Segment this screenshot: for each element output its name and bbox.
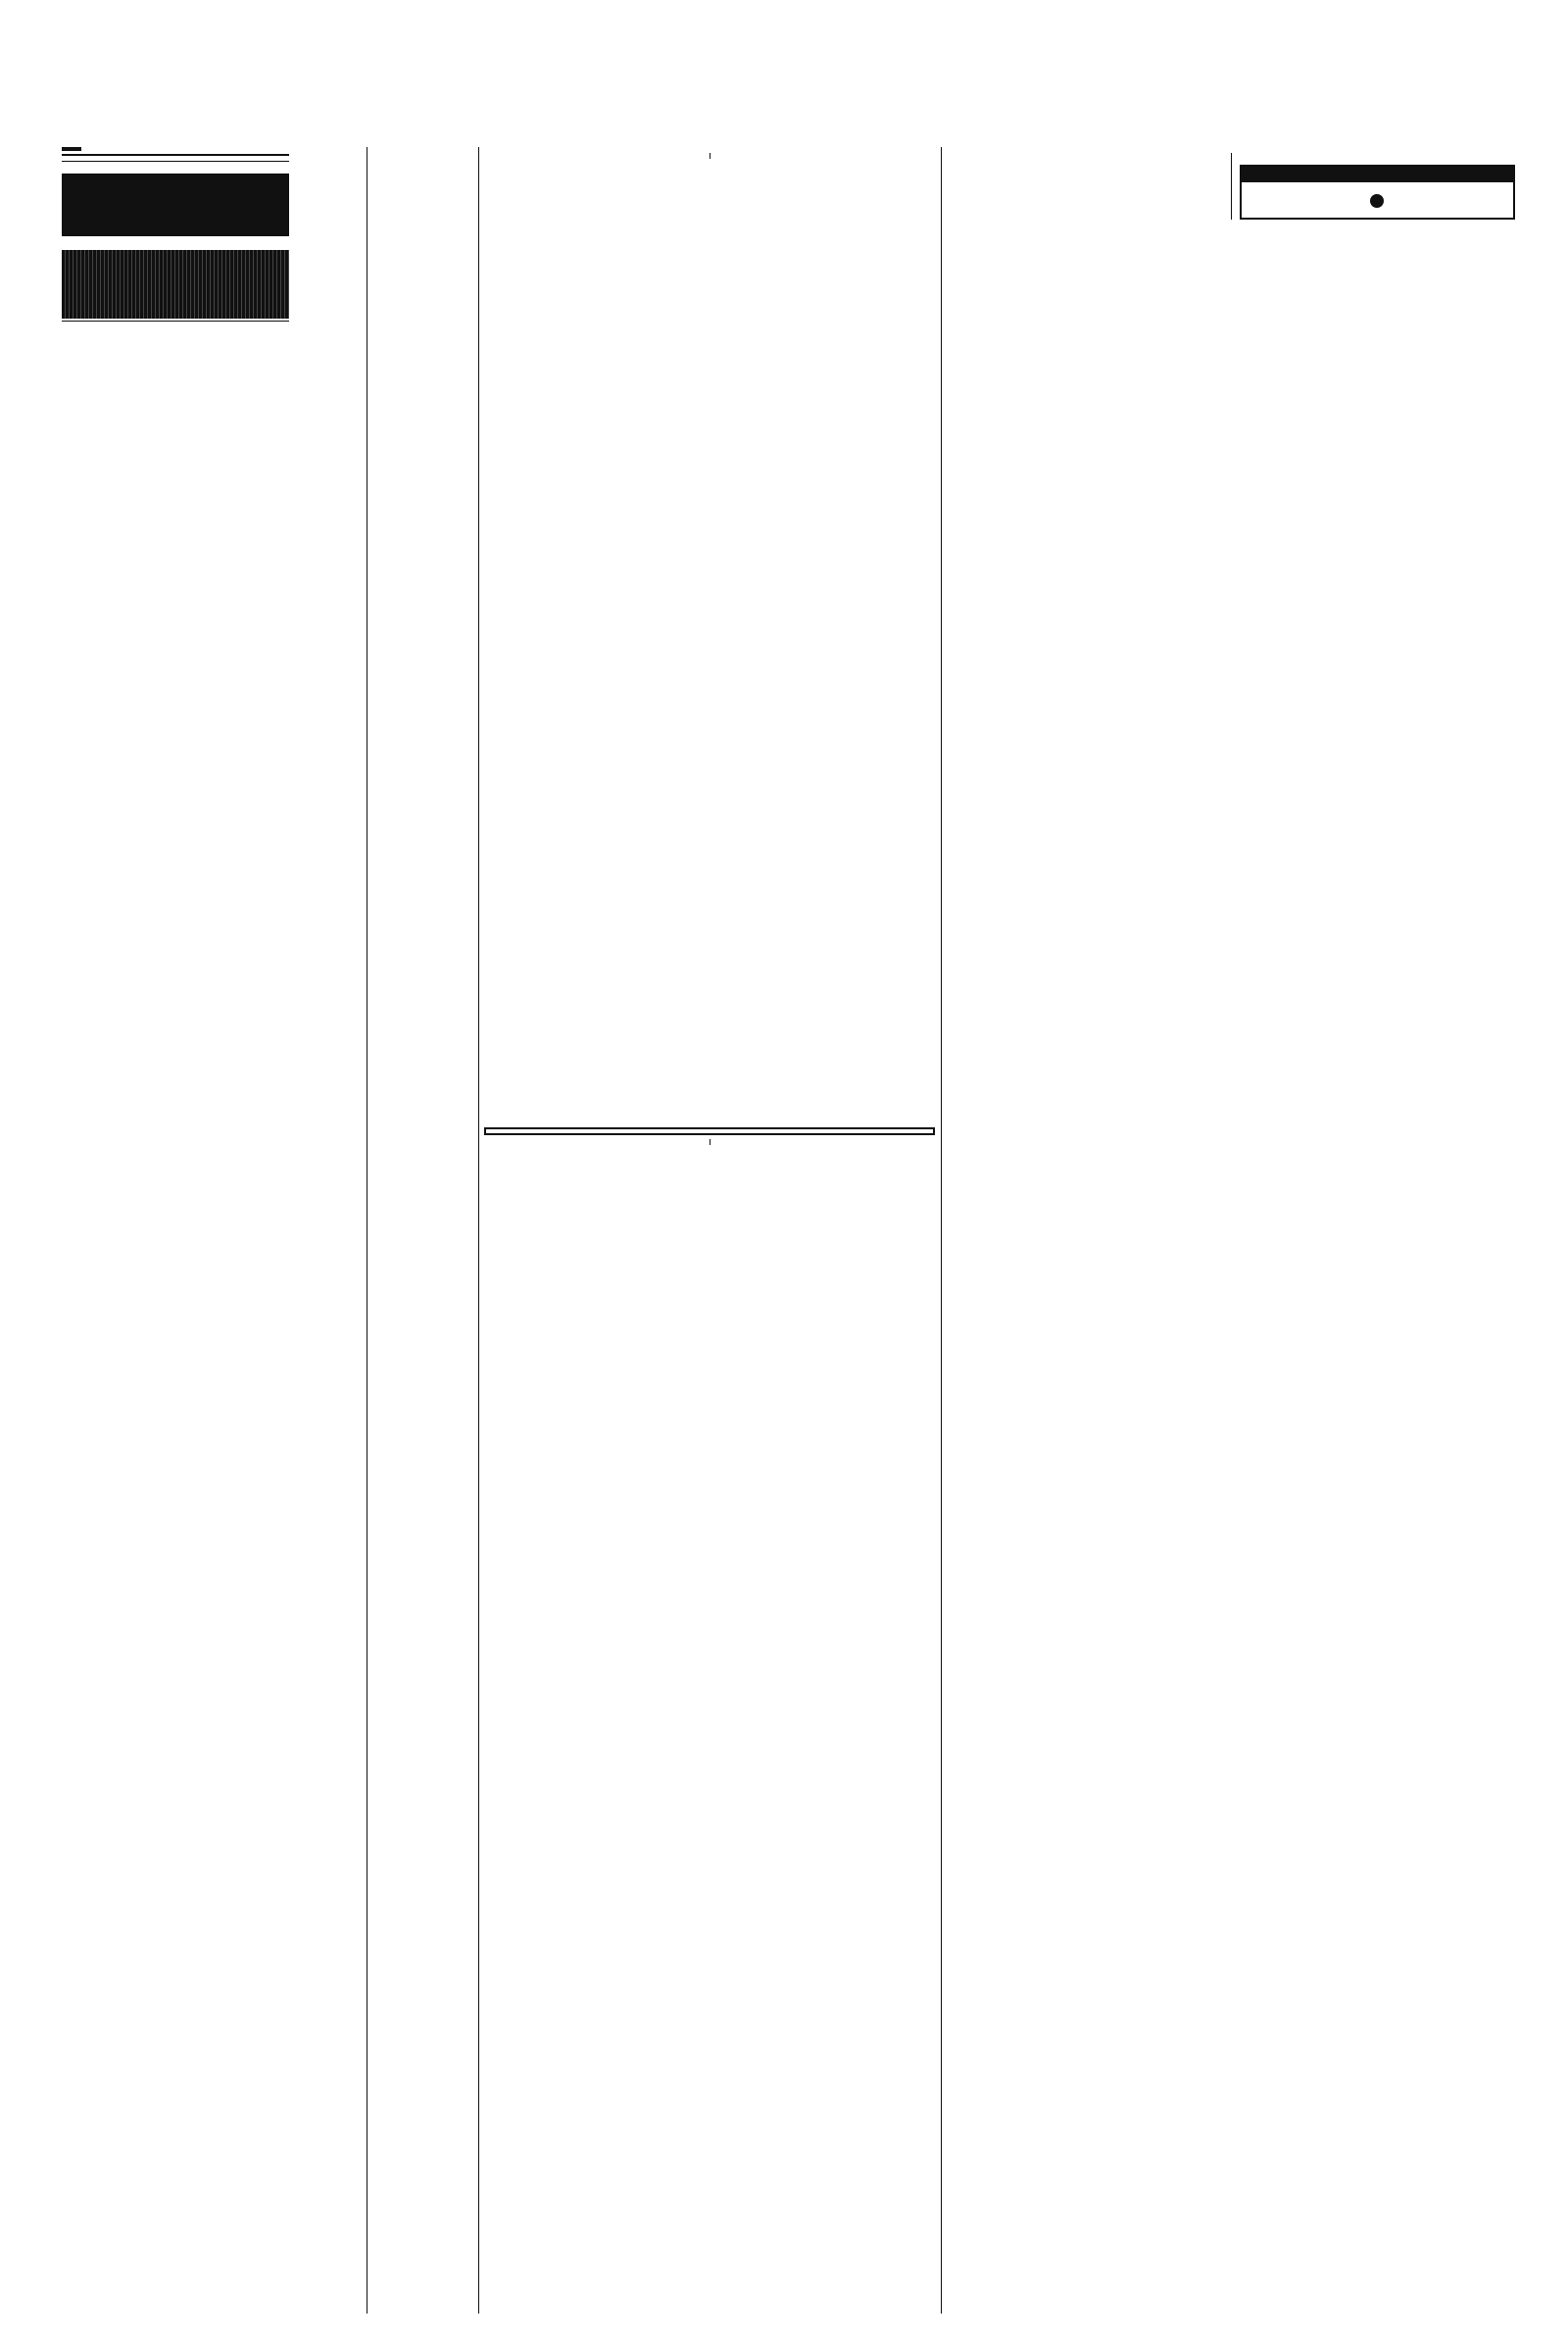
column-4	[371, 147, 473, 2314]
radio-subtitle	[62, 321, 289, 322]
diaplasis-ad-title	[1242, 167, 1514, 182]
eligmos-article	[947, 147, 1515, 2314]
masthead-row	[62, 147, 289, 156]
masthead-logo	[62, 147, 81, 151]
rantevou-left-body	[484, 1139, 702, 1145]
publisher-info	[62, 161, 289, 164]
theatre-banner	[62, 174, 289, 236]
schedule-column-3	[294, 573, 367, 2299]
diaplasis-dot	[1370, 194, 1384, 208]
rantevou-headline-box	[484, 1127, 935, 1135]
left-column	[62, 147, 289, 2264]
rantevou-article	[484, 1127, 935, 2314]
radio-banner	[62, 250, 289, 319]
naisan-article	[484, 147, 935, 1122]
diaplasis-ad	[1240, 165, 1516, 220]
